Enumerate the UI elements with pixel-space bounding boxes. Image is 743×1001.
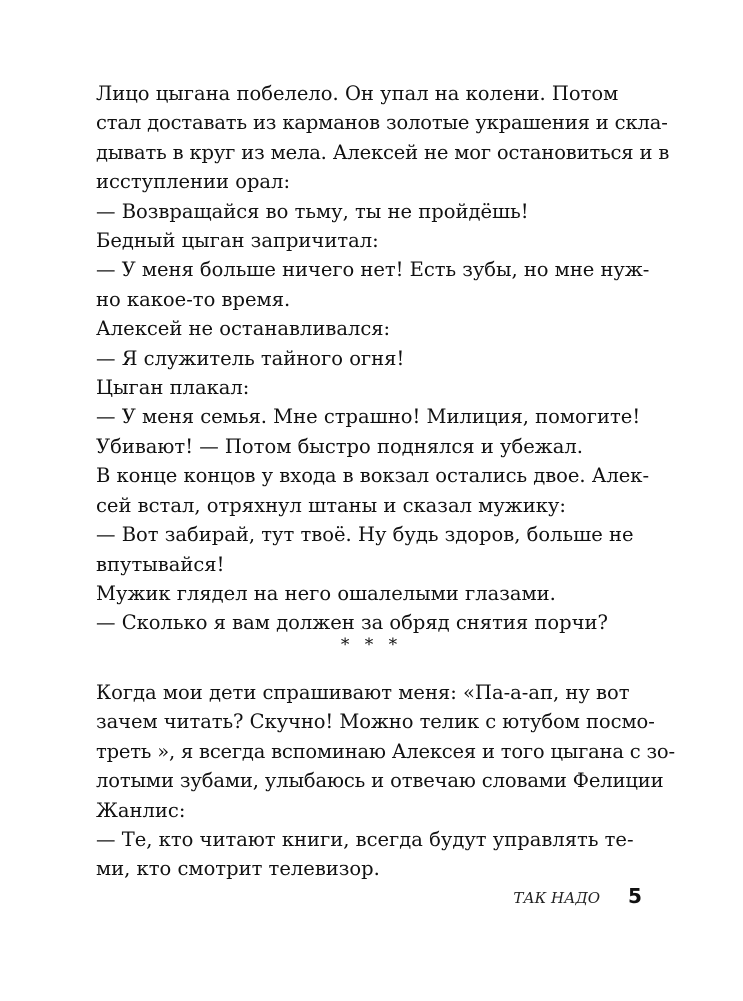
text-line: — У меня семья. Мне страшно! Милиция, помогите! xyxy=(96,405,641,429)
text-line: Убивают! — Потом быстро поднялся и убежал. xyxy=(96,434,583,458)
text-line: зачем читать? Скучно! Можно телик с ютубом посмо- xyxy=(96,710,655,734)
text-line: но какое-то время. xyxy=(96,287,291,311)
section-separator: * * * xyxy=(340,635,403,655)
text-line: Когда мои дети спрашивают меня: «Па-а-ап, ну вот xyxy=(96,681,630,704)
text-line: — Сколько я вам должен за обряд снятия порчи? xyxy=(96,611,608,635)
text-line: — Я служитель тайного огня! xyxy=(96,346,405,370)
text-line: — Те, кто читают книги, всегда будут управлять те- xyxy=(96,828,634,852)
text-line: стал доставать из карманов золотые украшения и скла- xyxy=(96,111,668,135)
text-line: — Возвращайся во тьму, ты не пройдёшь! xyxy=(96,199,529,223)
text-line: — Вот забирай, тут твоё. Ну будь здоров, больше не xyxy=(96,523,634,547)
text-line: треть », я всегда вспоминаю Алексея и того цыгана с зо- xyxy=(96,739,675,763)
text-line: лотыми зубами, улыбаюсь и отвечаю словами Фелиции xyxy=(96,769,664,793)
text-line: Жанлис: xyxy=(96,798,186,822)
text-line: — У меня больше ничего нет! Есть зубы, но мне нуж- xyxy=(96,258,650,282)
text-line: ми, кто смотрит телевизор. xyxy=(96,857,380,881)
running-title: ТАК НАДО xyxy=(513,889,600,907)
text-line: Бедный цыган запричитал: xyxy=(96,229,379,253)
story-text-block xyxy=(96,79,670,638)
text-line: В конце концов у входа в вокзал остались двое. Алек- xyxy=(96,464,650,488)
text-line: дывать в круг из мела. Алексей не мог остановиться и в xyxy=(96,140,670,164)
text-line: Алексей не останавливался: xyxy=(96,317,391,341)
text-line: исступлении орал: xyxy=(96,170,291,194)
text-line: сей встал, отряхнул штаны и сказал мужику: xyxy=(96,493,566,517)
text-line: Цыган плакал: xyxy=(96,376,250,400)
page-number: 5 xyxy=(628,884,642,908)
text-line: Мужик глядел на него ошалелыми глазами. xyxy=(96,581,556,605)
text-line: Лицо цыгана побелело. Он упал на колени. Потом xyxy=(96,82,619,105)
epilogue-text-block xyxy=(96,678,675,884)
text-line: впутывайся! xyxy=(96,552,225,576)
